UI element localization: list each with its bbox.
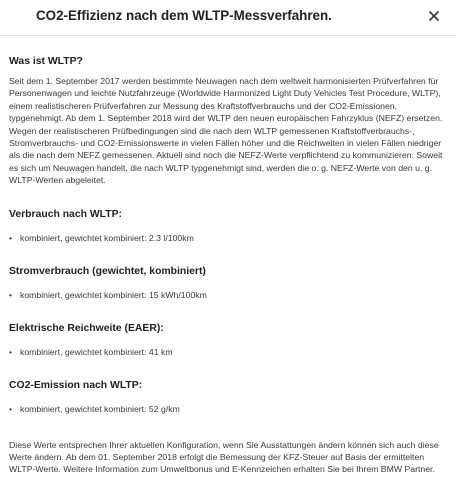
section-stromverbrauch bbox=[9, 265, 445, 301]
section-reichweite bbox=[9, 322, 445, 358]
value-list bbox=[9, 403, 445, 415]
item-text: kombiniert, gewichtet kombiniert: 15 kWh/100km bbox=[20, 289, 207, 300]
bullet: • bbox=[9, 289, 13, 300]
value-list bbox=[9, 346, 445, 358]
dialog-header bbox=[0, 0, 456, 36]
section-verbrauch bbox=[9, 208, 445, 244]
bullet: • bbox=[9, 403, 13, 414]
list-item bbox=[9, 403, 445, 415]
intro-heading: Was ist WLTP? bbox=[9, 56, 83, 67]
item-text: kombiniert, gewichtet kombiniert: 2.3 l/100km bbox=[20, 232, 194, 243]
section-heading: Stromverbrauch (gewichtet, kombiniert) bbox=[9, 265, 206, 277]
close-button[interactable] bbox=[425, 7, 443, 25]
section-heading: Verbrauch nach WLTP: bbox=[9, 208, 122, 220]
section-heading: Elektrische Reichweite (EAER): bbox=[9, 322, 164, 334]
footer-text: Diese Werte entsprechen Ihrer aktuellen Konfiguration, wenn Sie Ausstattungen ändern können sich auch diese Werte ändern. Ab dem 01. September 2018 erfolgt die Bemessung der KFZ-Steuer auf Basis der ermittelten WLTP-Werte. Weitere Information zum Umweltbonus und E-Kennzeichen erhalten Sie bei Ihrem BMW Partner. bbox=[9, 439, 439, 475]
bullet: • bbox=[9, 346, 13, 357]
bullet: • bbox=[9, 232, 13, 243]
value-list bbox=[9, 289, 445, 301]
list-item bbox=[9, 289, 445, 301]
close-icon bbox=[429, 11, 439, 21]
list-item bbox=[9, 346, 445, 358]
section-co2 bbox=[9, 379, 445, 415]
value-list bbox=[9, 232, 445, 244]
intro-text: Seit dem 1. September 2017 werden bestimmte Neuwagen nach dem weltweit harmonisierten Prüfverfahren für Personenwagen und leichte Nutzfahrzeuge (Worldwide Harmonized Light Duty Vehicles Test Procedure, WLTP), einem realistischeren Prüfverfahren zur Messung des Kraftstoffverbrauchs und der CO2-Emissionen, typgenehmigt. Ab dem 1. September 2018 wird der WLTP den neuen europäischen Fahrzyklus (NEFZ) ersetzen. Wegen der realistischeren Prüfbedingungen sind die nach dem WLTP gemessenen Kraftstoffverbrauchs-, Stromverbrauchs- und CO2-Emissionswerte in vielen Fällen höher und die Reichweiten in vielen Fällen niedriger als die nach dem NEFZ gemessenen. Aktuell sind noch die NEFZ-Werte verpflichtend zu kommunizieren. Soweit es sich um Neuwagen handelt, die nach WLTP typgenehmigt sind, werden die o. g. NEFZ-Werte von den u. g. WLTP-Werten abgeleitet. bbox=[9, 76, 443, 186]
section-heading: CO2-Emission nach WLTP: bbox=[9, 379, 143, 391]
item-text: kombiniert, gewichtet kombiniert: 52 g/km bbox=[20, 403, 180, 414]
dialog-title: CO2-Effizienz nach dem WLTP-Messverfahren. bbox=[36, 8, 332, 23]
list-item bbox=[9, 232, 445, 244]
item-text: kombiniert, gewichtet kombiniert: 41 km bbox=[20, 346, 173, 357]
dialog-content bbox=[9, 46, 445, 476]
